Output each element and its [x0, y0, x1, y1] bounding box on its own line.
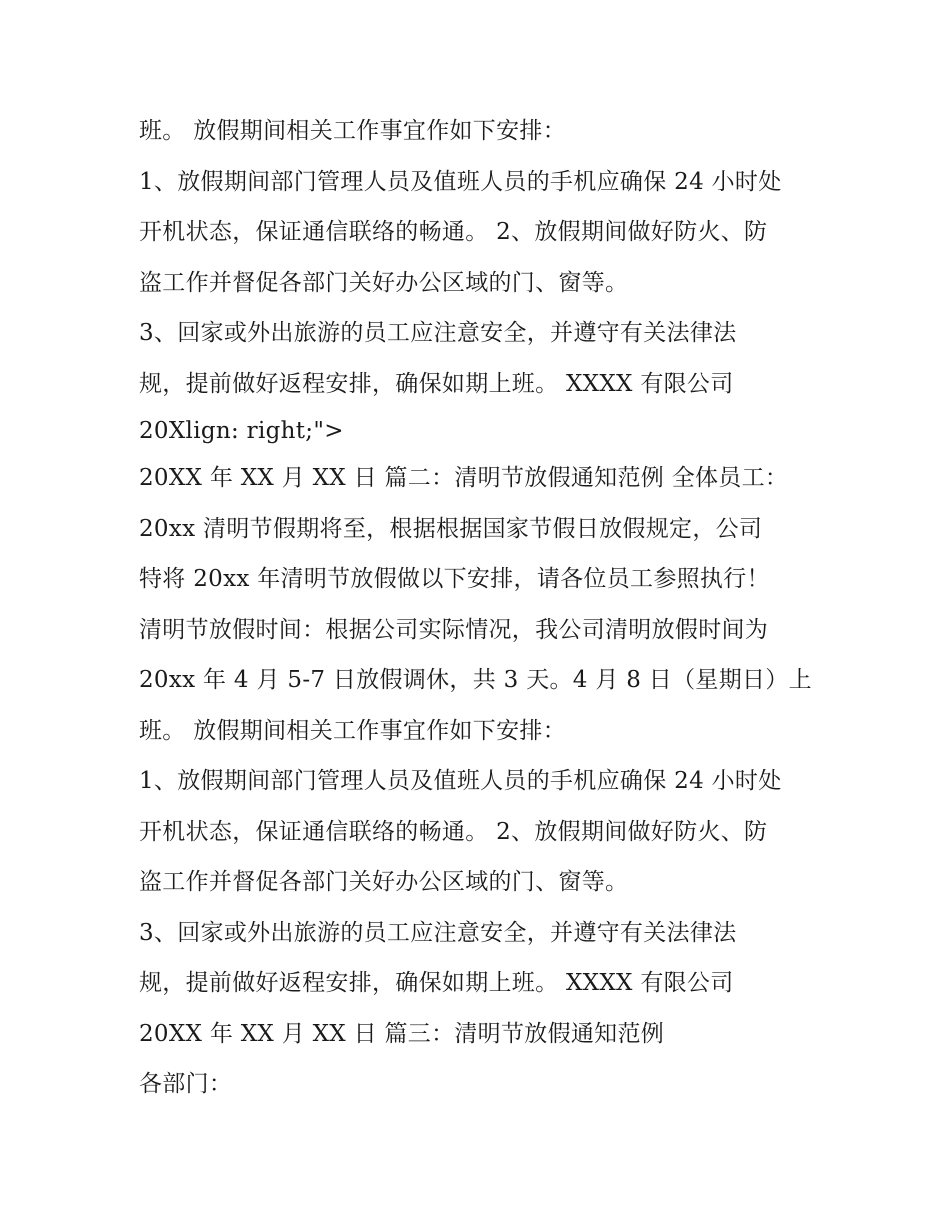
text-line: 20xx 年 4 月 5-7 日放假调休，共 3 天。4 月 8 日（星期日）上 — [139, 667, 812, 693]
document-body — [139, 106, 829, 1110]
text-line: 特将 20xx 年清明节放假做以下安排，请各位员工参照执行！ — [139, 566, 770, 592]
text-line: 盗工作并督促各部门关好办公区域的门、窗等。 — [139, 869, 629, 895]
text-line: 清明节放假时间：根据公司实际情况，我公司清明放假时间为 — [139, 616, 769, 643]
text-line: 1、放假期间部门管理人员及值班人员的手机应确保 24 小时处 — [139, 768, 782, 794]
text-line: 班。 放假期间相关工作事宜作如下安排： — [139, 717, 567, 744]
text-line: 20xx 清明节假期将至，根据根据国家节假日放假规定，公司 — [139, 515, 763, 542]
text-line: 20Xlign: right;"> — [139, 418, 344, 444]
text-line: 20XX 年 XX 月 XX 日 篇三：清明节放假通知范例 — [139, 1020, 665, 1047]
text-line: 1、放假期间部门管理人员及值班人员的手机应确保 24 小时处 — [139, 168, 782, 195]
text-line: 盗工作并督促各部门关好办公区域的门、窗等。 — [139, 269, 629, 296]
text-line: 20XX 年 XX 月 XX 日 篇二：清明节放假通知范例 全体员工： — [139, 465, 789, 491]
text-line: 3、回家或外出旅游的员工应注意安全，并遵守有关法律法 — [139, 919, 737, 946]
text-line: 各部门： — [139, 1071, 233, 1097]
text-line: 开机状态，保证通信联络的畅通。 2、放假期间做好防火、防 — [139, 818, 768, 845]
text-line: 3、回家或外出旅游的员工应注意安全，并遵守有关法律法 — [139, 320, 737, 346]
text-line: 规，提前做好返程安排，确保如期上班。 XXXX 有限公司 — [139, 970, 734, 996]
text-line: 规，提前做好返程安排，确保如期上班。 XXXX 有限公司 — [139, 370, 734, 397]
text-line: 开机状态，保证通信联络的畅通。 2、放假期间做好防火、防 — [139, 219, 768, 245]
text-line: 班。 放假期间相关工作事宜作如下安排： — [139, 118, 567, 144]
